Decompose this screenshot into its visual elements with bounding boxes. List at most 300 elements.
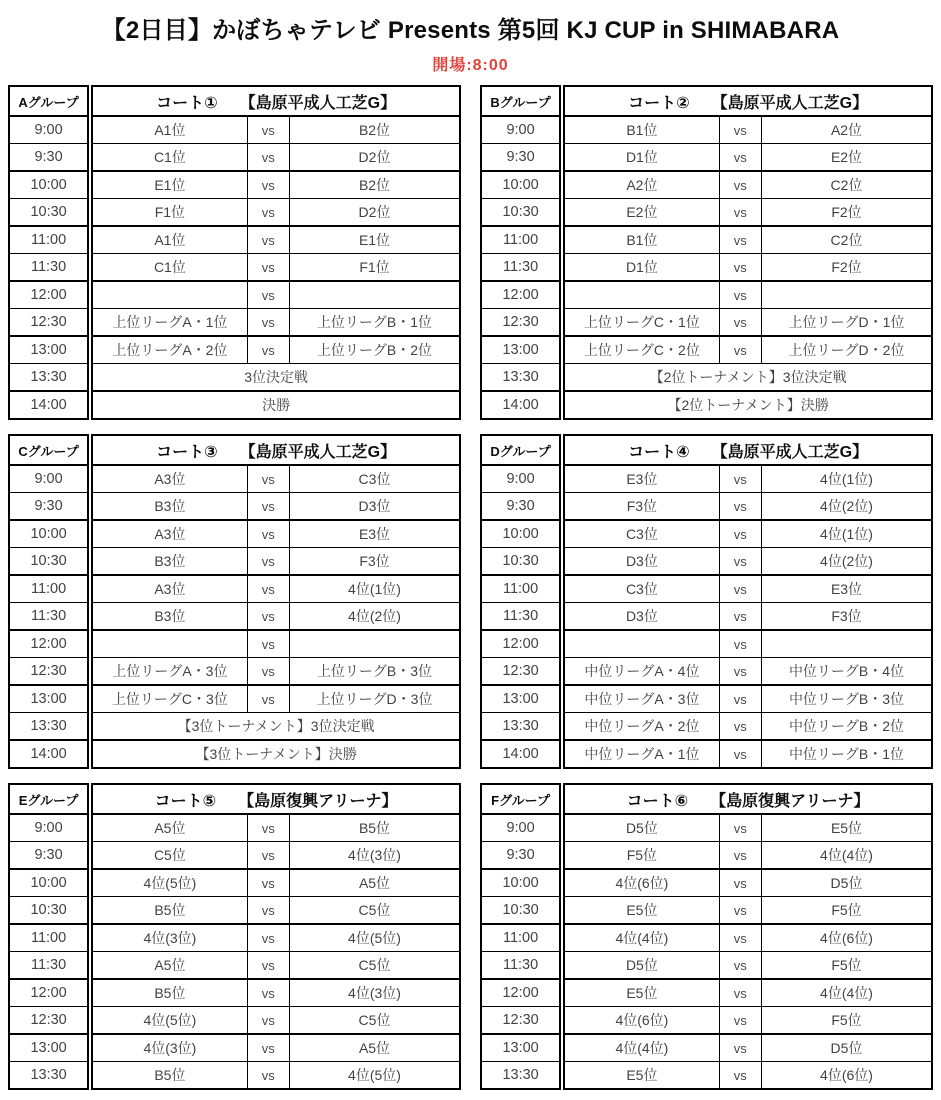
vs-cell: vs	[719, 897, 761, 925]
time-cell: 10:30	[9, 897, 90, 925]
venue-label: 【島原復興アリーナ】	[238, 792, 398, 810]
table-row	[481, 869, 932, 897]
home-team-cell: 4位(6位)	[562, 1007, 719, 1035]
group-header-cell: Bグループ	[481, 86, 562, 116]
time-cell: 11:30	[9, 603, 90, 631]
table-row	[481, 520, 932, 548]
table-row	[9, 979, 460, 1007]
home-team-cell: 上位リーグC・2位	[562, 336, 719, 364]
schedule-table-group-A	[8, 85, 461, 420]
away-team-cell: B5位	[290, 814, 461, 842]
away-team-cell: 上位リーグD・1位	[762, 309, 933, 337]
home-team-cell: F1位	[90, 199, 247, 227]
time-cell: 9:00	[9, 465, 90, 493]
away-team-cell: D5位	[762, 869, 933, 897]
home-team-cell: F5位	[562, 842, 719, 870]
court-label: コート②	[628, 94, 690, 112]
away-team-cell: 4位(5位)	[290, 924, 461, 952]
vs-cell: vs	[719, 603, 761, 631]
away-team-cell: 4位(3位)	[290, 979, 461, 1007]
time-cell: 11:00	[9, 575, 90, 603]
table-row	[9, 465, 460, 493]
vs-cell: vs	[247, 465, 289, 493]
venue-label: 【島原平成人工芝G】	[239, 443, 397, 461]
venue-label: 【島原平成人工芝G】	[711, 443, 869, 461]
home-team-cell: E5位	[562, 979, 719, 1007]
table-row	[9, 116, 460, 144]
court-header-cell	[562, 86, 932, 116]
time-cell: 13:30	[481, 713, 562, 741]
time-cell: 12:30	[481, 309, 562, 337]
court-label: コート⑥	[626, 792, 689, 810]
home-team-cell: D5位	[562, 952, 719, 980]
time-cell: 12:00	[481, 281, 562, 309]
time-cell: 10:00	[9, 869, 90, 897]
time-cell: 9:00	[481, 465, 562, 493]
vs-cell: vs	[719, 842, 761, 870]
table-row	[9, 309, 460, 337]
home-team-cell: B3位	[90, 548, 247, 576]
time-cell: 9:30	[481, 842, 562, 870]
table-row	[481, 226, 932, 254]
home-team-cell: 中位リーグA・4位	[562, 658, 719, 686]
away-team-cell	[762, 281, 933, 309]
vs-cell: vs	[719, 144, 761, 172]
home-team-cell: E2位	[562, 199, 719, 227]
table-row	[9, 740, 460, 768]
away-team-cell: F1位	[290, 254, 461, 282]
table-row	[9, 1062, 460, 1090]
home-team-cell: 4位(5位)	[90, 1007, 247, 1035]
schedule-table-group-E	[8, 783, 461, 1090]
away-team-cell	[290, 630, 461, 658]
time-cell: 13:30	[481, 364, 562, 392]
home-team-cell: A1位	[90, 226, 247, 254]
court-header-cell	[90, 784, 460, 814]
vs-cell: vs	[247, 520, 289, 548]
away-team-cell	[762, 630, 933, 658]
away-team-cell: C2位	[762, 171, 933, 199]
home-team-cell: 上位リーグA・2位	[90, 336, 247, 364]
table-row	[481, 336, 932, 364]
away-team-cell: E5位	[762, 814, 933, 842]
away-team-cell: 上位リーグB・2位	[290, 336, 461, 364]
schedule-table-group-C	[8, 434, 461, 769]
table-row	[9, 685, 460, 713]
away-team-cell: 上位リーグD・2位	[762, 336, 933, 364]
group-header-cell: Aグループ	[9, 86, 90, 116]
time-cell: 9:00	[9, 814, 90, 842]
away-team-cell: D5位	[762, 1034, 933, 1062]
table-row	[481, 254, 932, 282]
table-row	[9, 603, 460, 631]
vs-cell: vs	[247, 869, 289, 897]
time-cell: 12:30	[481, 658, 562, 686]
note-cell: 【2位トーナメント】決勝	[562, 391, 932, 419]
time-cell: 11:00	[481, 924, 562, 952]
away-team-cell: 4位(5位)	[290, 1062, 461, 1090]
time-cell: 11:00	[9, 226, 90, 254]
time-cell: 10:00	[481, 520, 562, 548]
vs-cell: vs	[247, 979, 289, 1007]
home-team-cell: B3位	[90, 603, 247, 631]
vs-cell: vs	[247, 1007, 289, 1035]
away-team-cell: 中位リーグB・2位	[762, 713, 933, 741]
vs-cell: vs	[719, 465, 761, 493]
court-label: コート①	[156, 94, 218, 112]
venue-label: 【島原平成人工芝G】	[239, 94, 397, 112]
away-team-cell: C5位	[290, 897, 461, 925]
home-team-cell: A5位	[90, 814, 247, 842]
vs-cell: vs	[719, 575, 761, 603]
table-row	[481, 281, 932, 309]
note-cell: 【3位トーナメント】決勝	[90, 740, 460, 768]
time-cell: 11:30	[481, 603, 562, 631]
table-row	[9, 952, 460, 980]
header-row	[9, 86, 460, 116]
vs-cell: vs	[247, 309, 289, 337]
table-row	[481, 493, 932, 521]
time-cell: 10:30	[481, 897, 562, 925]
vs-cell: vs	[719, 281, 761, 309]
home-team-cell: D3位	[562, 548, 719, 576]
vs-cell: vs	[247, 171, 289, 199]
schedule-table-group-D	[480, 434, 933, 769]
table-row	[481, 548, 932, 576]
vs-cell: vs	[247, 842, 289, 870]
group-header-cell: Fグループ	[481, 784, 562, 814]
vs-cell: vs	[247, 658, 289, 686]
table-row	[481, 842, 932, 870]
court-header-cell	[90, 435, 460, 465]
time-cell: 9:00	[9, 116, 90, 144]
vs-cell: vs	[247, 924, 289, 952]
home-team-cell: E1位	[90, 171, 247, 199]
home-team-cell: C1位	[90, 254, 247, 282]
schedule-table-group-B	[480, 85, 933, 420]
table-row	[481, 979, 932, 1007]
vs-cell: vs	[719, 548, 761, 576]
header-row	[9, 784, 460, 814]
time-cell: 13:00	[481, 336, 562, 364]
table-row	[9, 548, 460, 576]
away-team-cell: 上位リーグB・3位	[290, 658, 461, 686]
table-row	[9, 814, 460, 842]
away-team-cell: E1位	[290, 226, 461, 254]
time-cell: 9:30	[9, 493, 90, 521]
home-team-cell: B5位	[90, 897, 247, 925]
vs-cell: vs	[719, 520, 761, 548]
home-team-cell: 4位(5位)	[90, 869, 247, 897]
time-cell: 12:30	[481, 1007, 562, 1035]
home-team-cell: A3位	[90, 520, 247, 548]
table-row	[481, 144, 932, 172]
time-cell: 14:00	[481, 391, 562, 419]
table-row	[481, 630, 932, 658]
home-team-cell: 4位(4位)	[562, 924, 719, 952]
time-cell: 13:30	[9, 1062, 90, 1090]
time-cell: 12:00	[9, 630, 90, 658]
vs-cell: vs	[719, 1062, 761, 1090]
away-team-cell: C5位	[290, 952, 461, 980]
away-team-cell: C5位	[290, 1007, 461, 1035]
vs-cell: vs	[719, 226, 761, 254]
home-team-cell: 上位リーグA・1位	[90, 309, 247, 337]
time-cell: 11:00	[481, 226, 562, 254]
table-row	[9, 520, 460, 548]
away-team-cell: F2位	[762, 254, 933, 282]
home-team-cell: A5位	[90, 952, 247, 980]
vs-cell: vs	[247, 685, 289, 713]
away-team-cell: 4位(6位)	[762, 1062, 933, 1090]
away-team-cell: 4位(1位)	[762, 520, 933, 548]
time-cell: 14:00	[9, 740, 90, 768]
home-team-cell	[90, 630, 247, 658]
vs-cell: vs	[719, 952, 761, 980]
time-cell: 12:30	[9, 309, 90, 337]
table-row	[9, 336, 460, 364]
table-row	[481, 740, 932, 768]
home-team-cell: 中位リーグA・3位	[562, 685, 719, 713]
time-cell: 11:30	[481, 952, 562, 980]
time-cell: 10:00	[481, 171, 562, 199]
home-team-cell: 上位リーグA・3位	[90, 658, 247, 686]
venue-label: 【島原平成人工芝G】	[711, 94, 869, 112]
time-cell: 9:30	[9, 144, 90, 172]
home-team-cell: 4位(3位)	[90, 924, 247, 952]
time-cell: 14:00	[481, 740, 562, 768]
home-team-cell: 中位リーグA・2位	[562, 713, 719, 741]
header-row	[481, 435, 932, 465]
table-row	[481, 465, 932, 493]
away-team-cell: 4位(1位)	[290, 575, 461, 603]
time-cell: 10:30	[9, 548, 90, 576]
vs-cell: vs	[719, 171, 761, 199]
vs-cell: vs	[247, 199, 289, 227]
home-team-cell: D3位	[562, 603, 719, 631]
away-team-cell: F2位	[762, 199, 933, 227]
vs-cell: vs	[719, 658, 761, 686]
home-team-cell: 4位(4位)	[562, 1034, 719, 1062]
vs-cell: vs	[247, 952, 289, 980]
table-row	[481, 897, 932, 925]
away-team-cell: 中位リーグB・3位	[762, 685, 933, 713]
vs-cell: vs	[247, 226, 289, 254]
time-cell: 13:00	[9, 1034, 90, 1062]
time-cell: 13:00	[481, 1034, 562, 1062]
time-cell: 10:00	[9, 520, 90, 548]
table-row	[481, 603, 932, 631]
time-cell: 12:30	[9, 1007, 90, 1035]
time-cell: 11:30	[9, 952, 90, 980]
note-cell: 【3位トーナメント】3位決定戦	[90, 713, 460, 741]
table-row	[481, 199, 932, 227]
table-row	[481, 575, 932, 603]
vs-cell: vs	[247, 1034, 289, 1062]
time-cell: 9:30	[9, 842, 90, 870]
time-cell: 12:00	[9, 281, 90, 309]
group-header-cell: Dグループ	[481, 435, 562, 465]
note-cell: 決勝	[90, 391, 460, 419]
court-label: コート④	[628, 443, 690, 461]
court-header-cell	[562, 435, 932, 465]
vs-cell: vs	[247, 336, 289, 364]
table-row	[9, 575, 460, 603]
home-team-cell: 上位リーグC・3位	[90, 685, 247, 713]
away-team-cell: 4位(2位)	[290, 603, 461, 631]
vs-cell: vs	[719, 869, 761, 897]
table-row	[9, 391, 460, 419]
home-team-cell: D5位	[562, 814, 719, 842]
away-team-cell: F5位	[762, 1007, 933, 1035]
table-row	[481, 116, 932, 144]
time-cell: 13:00	[9, 336, 90, 364]
table-row	[9, 226, 460, 254]
time-cell: 10:30	[481, 548, 562, 576]
home-team-cell: C5位	[90, 842, 247, 870]
header-row	[9, 435, 460, 465]
table-row	[9, 254, 460, 282]
away-team-cell: E3位	[290, 520, 461, 548]
vs-cell: vs	[247, 281, 289, 309]
time-cell: 13:00	[9, 685, 90, 713]
court-label: コート⑤	[154, 792, 217, 810]
table-row	[9, 713, 460, 741]
time-cell: 11:30	[9, 254, 90, 282]
home-team-cell: A1位	[90, 116, 247, 144]
home-team-cell: A2位	[562, 171, 719, 199]
time-cell: 12:00	[9, 979, 90, 1007]
home-team-cell: C3位	[562, 520, 719, 548]
table-row	[9, 199, 460, 227]
home-team-cell: 4位(6位)	[562, 869, 719, 897]
away-team-cell: D2位	[290, 144, 461, 172]
away-team-cell: D2位	[290, 199, 461, 227]
home-team-cell	[90, 281, 247, 309]
table-row	[9, 281, 460, 309]
home-team-cell: D1位	[562, 254, 719, 282]
home-team-cell: E5位	[562, 1062, 719, 1090]
away-team-cell: 中位リーグB・4位	[762, 658, 933, 686]
away-team-cell: 4位(2位)	[762, 493, 933, 521]
table-row	[481, 814, 932, 842]
venue-label: 【島原復興アリーナ】	[710, 792, 870, 810]
group-header-cell: Cグループ	[9, 435, 90, 465]
home-team-cell: C3位	[562, 575, 719, 603]
table-row	[481, 364, 932, 392]
table-row	[9, 1007, 460, 1035]
time-cell: 9:00	[481, 814, 562, 842]
away-team-cell: A5位	[290, 1034, 461, 1062]
time-cell: 13:30	[9, 713, 90, 741]
time-cell: 12:30	[9, 658, 90, 686]
vs-cell: vs	[247, 548, 289, 576]
table-row	[481, 1007, 932, 1035]
vs-cell: vs	[247, 897, 289, 925]
away-team-cell: 上位リーグD・3位	[290, 685, 461, 713]
home-team-cell: A3位	[90, 465, 247, 493]
away-team-cell: 4位(2位)	[762, 548, 933, 576]
vs-cell: vs	[719, 336, 761, 364]
away-team-cell: C2位	[762, 226, 933, 254]
home-team-cell: A3位	[90, 575, 247, 603]
time-cell: 9:00	[481, 116, 562, 144]
vs-cell: vs	[719, 713, 761, 741]
home-team-cell: 中位リーグA・1位	[562, 740, 719, 768]
table-row	[9, 171, 460, 199]
court-header-cell	[90, 86, 460, 116]
time-cell: 11:00	[481, 575, 562, 603]
away-team-cell	[290, 281, 461, 309]
vs-cell: vs	[247, 575, 289, 603]
away-team-cell: C3位	[290, 465, 461, 493]
vs-cell: vs	[719, 199, 761, 227]
time-cell: 10:30	[481, 199, 562, 227]
vs-cell: vs	[719, 630, 761, 658]
header-row	[481, 86, 932, 116]
home-team-cell: B1位	[562, 116, 719, 144]
table-row	[481, 952, 932, 980]
vs-cell: vs	[719, 116, 761, 144]
vs-cell: vs	[719, 1007, 761, 1035]
table-row	[481, 1062, 932, 1090]
group-header-cell: Eグループ	[9, 784, 90, 814]
home-team-cell: B5位	[90, 979, 247, 1007]
away-team-cell: 上位リーグB・1位	[290, 309, 461, 337]
vs-cell: vs	[247, 630, 289, 658]
time-cell: 10:30	[9, 199, 90, 227]
table-row	[9, 658, 460, 686]
vs-cell: vs	[247, 814, 289, 842]
schedule-grid	[8, 85, 933, 1090]
time-cell: 9:30	[481, 493, 562, 521]
table-row	[481, 171, 932, 199]
away-team-cell: B2位	[290, 116, 461, 144]
time-cell: 10:00	[481, 869, 562, 897]
vs-cell: vs	[719, 924, 761, 952]
away-team-cell: A5位	[290, 869, 461, 897]
header-row	[481, 784, 932, 814]
table-row	[9, 1034, 460, 1062]
home-team-cell: C1位	[90, 144, 247, 172]
table-row	[9, 897, 460, 925]
away-team-cell: 4位(6位)	[762, 924, 933, 952]
table-row	[9, 869, 460, 897]
time-cell: 12:00	[481, 630, 562, 658]
home-team-cell: D1位	[562, 144, 719, 172]
home-team-cell	[562, 281, 719, 309]
table-row	[481, 713, 932, 741]
vs-cell: vs	[719, 685, 761, 713]
note-cell: 3位決定戦	[90, 364, 460, 392]
table-row	[481, 309, 932, 337]
time-cell: 10:00	[9, 171, 90, 199]
vs-cell: vs	[247, 493, 289, 521]
vs-cell: vs	[247, 144, 289, 172]
table-row	[481, 391, 932, 419]
schedule-table-group-F	[480, 783, 933, 1090]
away-team-cell: 4位(4位)	[762, 842, 933, 870]
away-team-cell: D3位	[290, 493, 461, 521]
table-row	[9, 842, 460, 870]
time-cell: 14:00	[9, 391, 90, 419]
time-cell: 13:30	[481, 1062, 562, 1090]
time-cell: 11:00	[9, 924, 90, 952]
away-team-cell: 4位(1位)	[762, 465, 933, 493]
away-team-cell: E3位	[762, 575, 933, 603]
away-team-cell: B2位	[290, 171, 461, 199]
time-cell: 13:00	[481, 685, 562, 713]
